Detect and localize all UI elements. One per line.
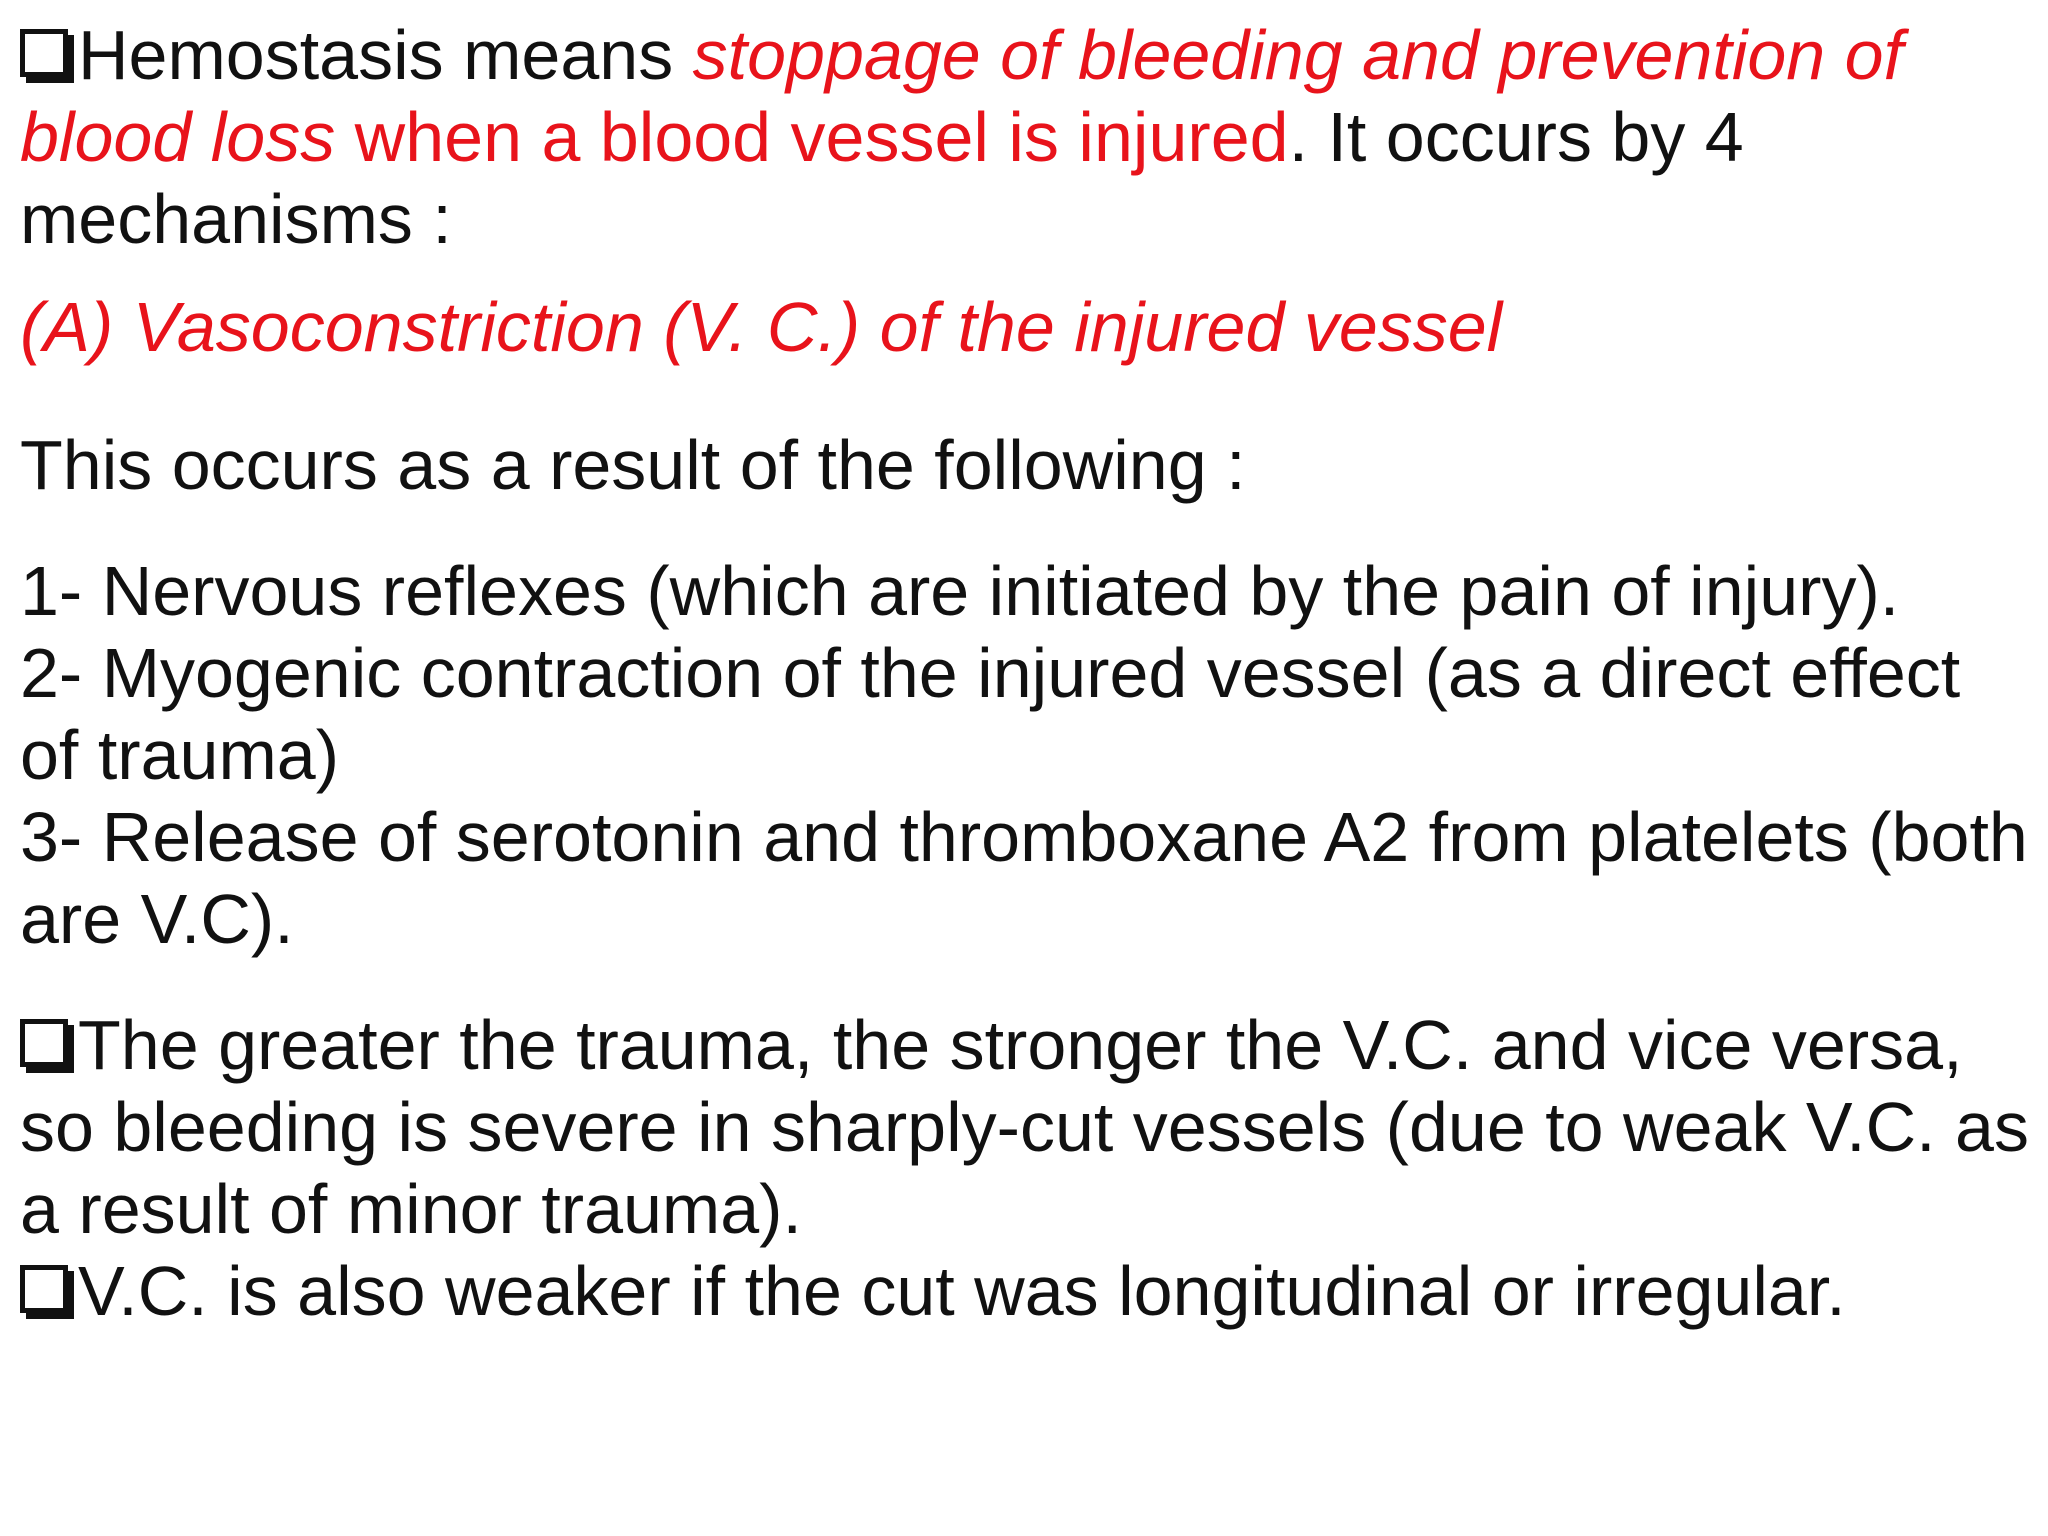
definition-rest: when a blood vessel is injured [335, 98, 1289, 176]
note-text-1: The greater the trauma, the stronger the V.C. and vice versa, so bleeding is severe in sharply-cut vessels (due to weak V.C. as a result of minor trauma). [20, 1006, 2029, 1248]
intro-lead: Hemostasis means [78, 16, 693, 94]
slide-content [20, 14, 2030, 1332]
square-bullet-icon [20, 29, 68, 77]
note-item-2 [20, 1250, 2030, 1332]
note-item-1 [20, 1004, 2030, 1250]
square-bullet-icon [20, 1019, 68, 1067]
cause-item-3: 3- Release of serotonin and thromboxane A2 from platelets (both are V.C). [20, 798, 2028, 958]
cause-item-2: 2- Myogenic contraction of the injured vessel (as a direct effect of trauma) [20, 634, 1961, 794]
note-text-2: V.C. is also weaker if the cut was longitudinal or irregular. [78, 1252, 1846, 1330]
lead-in-text: This occurs as a result of the following : [20, 426, 1246, 504]
cause-item-1: 1- Nervous reflexes (which are initiated by the pain of injury). [20, 552, 1900, 630]
definition-italic: stoppage of bleeding and prevention of blood loss [20, 16, 1904, 176]
intro-paragraph [20, 14, 2030, 260]
notes-list [20, 1004, 2030, 1332]
intro-tail: . It occurs by 4 mechanisms : [20, 98, 1744, 258]
square-bullet-icon [20, 1265, 68, 1313]
section-heading-a: (A) Vasoconstriction (V. C.) of the injured vessel [20, 288, 1503, 366]
causes-list [20, 550, 2030, 960]
